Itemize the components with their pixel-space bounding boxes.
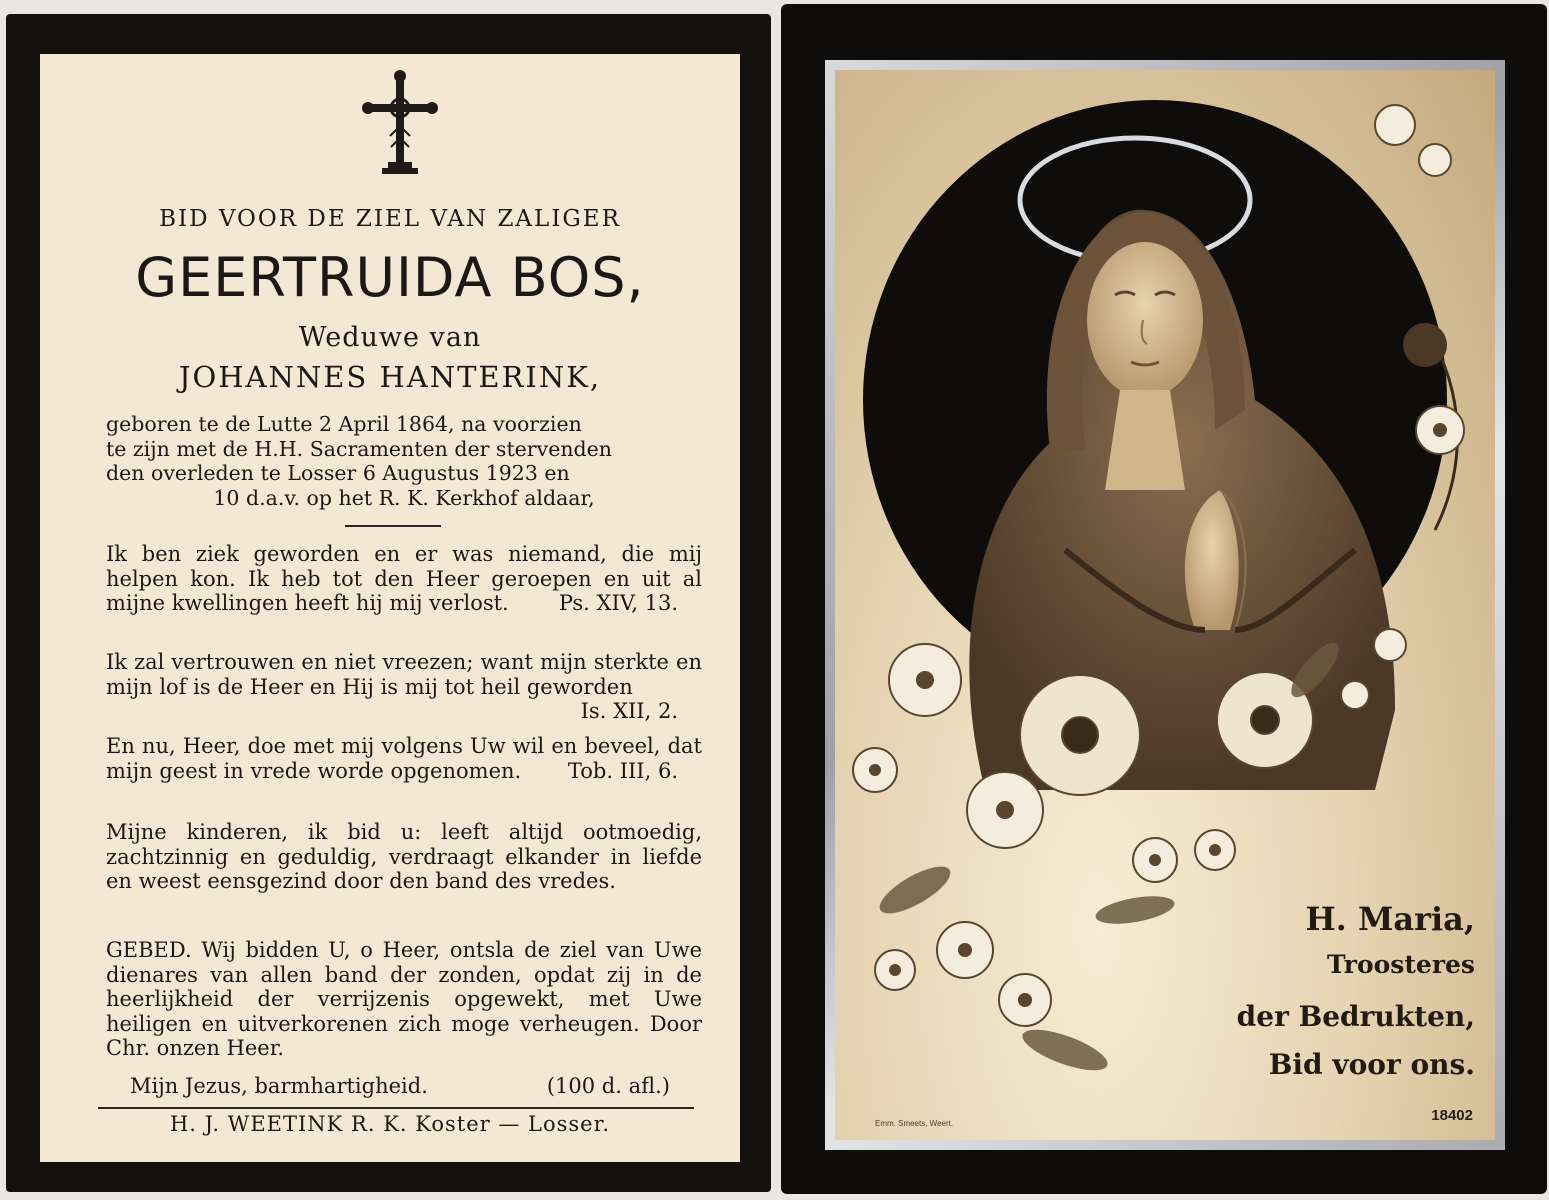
verse bbox=[106, 820, 702, 894]
verse bbox=[106, 734, 702, 783]
silver-frame bbox=[825, 60, 1505, 1150]
printer-footer: H. J. WEETINK R. K. Koster — Losser. bbox=[169, 1112, 611, 1136]
caption-line: H. Maria, bbox=[1305, 900, 1475, 938]
widow-of-label: Weduwe van bbox=[298, 322, 482, 353]
caption-line: Bid voor ons. bbox=[1268, 1048, 1475, 1081]
card-paper bbox=[40, 54, 740, 1162]
bio-line: geboren te de Lutte 2 April 1864, na voorzien bbox=[106, 412, 582, 436]
verse bbox=[106, 650, 702, 724]
verse-text: Ik zal vertrouwen en niet vreezen; want mijn sterkte en mijn lof is de Heer en Hij is mij tot heil geworden bbox=[106, 650, 702, 699]
verse-reference: Ps. XIV, 13. bbox=[558, 591, 678, 615]
card-number: 18402 bbox=[1431, 1107, 1473, 1124]
bio-line: te zijn met de H.H. Sacramenten der stervenden bbox=[106, 436, 612, 461]
caption-line: der Bedrukten, bbox=[1236, 1000, 1475, 1033]
biography bbox=[106, 412, 702, 510]
divider bbox=[345, 525, 441, 527]
card-header: BID VOOR DE ZIEL VAN ZALIGER bbox=[159, 206, 621, 232]
indulgence: (100 d. afl.) bbox=[546, 1074, 670, 1098]
husband-name: JOHANNES HANTERINK, bbox=[178, 360, 602, 394]
verse-text: Mijne kinderen, ik bid u: leeft altijd ootmoedig, zachtzinnig en geduldig, verdraagt elkander in liefde en weest eensgezind door den band des vredes. bbox=[106, 820, 702, 893]
ejaculation-prayer bbox=[130, 1074, 670, 1098]
verse-text: Ik ben ziek geworden en er was niemand, die mij helpen kon. Ik heb tot den Heer geroepen en uit al mijne kwellingen heeft hij mij verlost. bbox=[106, 542, 702, 615]
memorial-card-text-side bbox=[6, 14, 771, 1192]
bio-line: den overleden te Losser 6 Augustus 1923 en bbox=[106, 461, 570, 485]
bio-line: 10 d.a.v. op het R. K. Kerkhof aldaar, bbox=[213, 485, 595, 510]
deceased-name: GEERTRUIDA BOS, bbox=[135, 246, 645, 309]
prayer-text: Mijn Jezus, barmhartigheid. bbox=[130, 1074, 428, 1098]
prayer-gebed bbox=[106, 938, 702, 1061]
cross-icon bbox=[360, 66, 440, 186]
verse-reference: Is. XII, 2. bbox=[580, 699, 678, 723]
printer-mark: Emm. Smeets, Weert. bbox=[875, 1119, 954, 1128]
verse-text: En nu, Heer, doe met mij volgens Uw wil en beveel, dat mijn geest in vrede worde opgenomen. bbox=[106, 734, 702, 783]
verse-reference: Tob. III, 6. bbox=[567, 758, 678, 783]
caption-line: Troosteres bbox=[1327, 950, 1475, 979]
verse bbox=[106, 542, 702, 616]
verse-text: GEBED. Wij bidden U, o Heer, ontsla de ziel van Uwe dienares van allen band der zonden, opdat zij in de heerlijkheid der verrijzenis opgewekt, met Uwe heiligen en uitverkorenen zich moge verheugen. Door Chr. onzen Heer. bbox=[106, 938, 702, 1060]
madonna-picture bbox=[835, 70, 1495, 1140]
divider bbox=[98, 1107, 694, 1109]
memorial-card-image-side bbox=[781, 4, 1547, 1194]
madonna-illustration bbox=[835, 70, 1495, 1140]
